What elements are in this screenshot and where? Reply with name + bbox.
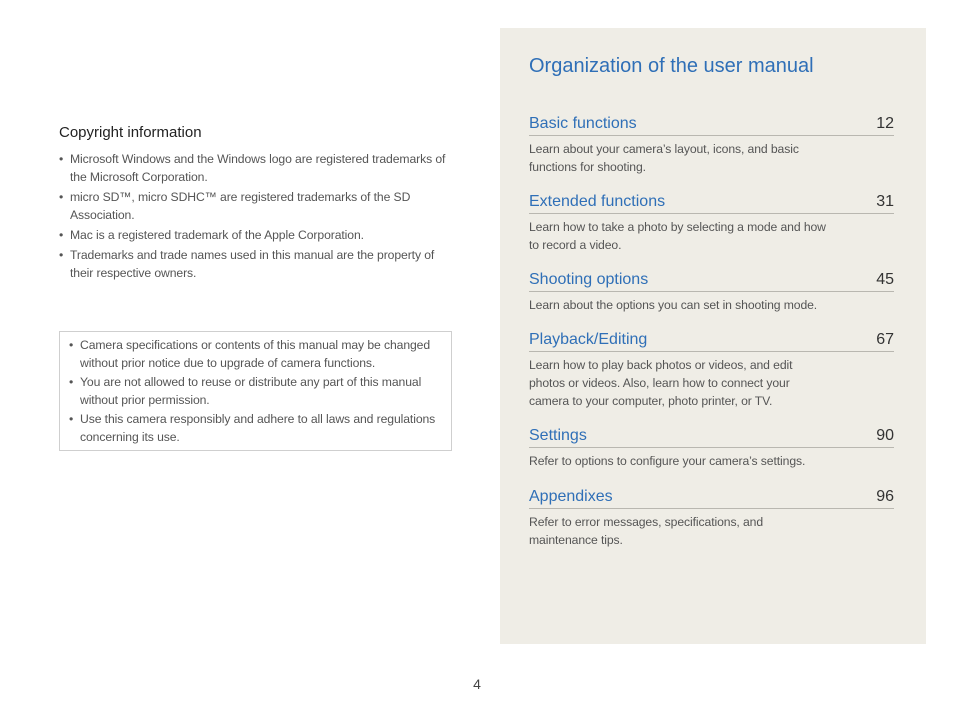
list-item: • Camera specifications or contents of this manual may be changed without prior notice due to upgrade of camera functions. — [69, 336, 443, 372]
toc-entry-appendixes[interactable] — [529, 488, 894, 549]
list-item: • Trademarks and trade names used in this manual are the property of their respective owners. — [59, 246, 454, 282]
toc-entry-label[interactable]: Playback/Editing — [529, 331, 648, 348]
toc-panel — [500, 28, 926, 644]
toc-entry-label[interactable]: Settings — [529, 427, 587, 444]
toc-entry-header — [529, 331, 894, 352]
toc-entry-header — [529, 427, 894, 448]
list-item: • Mac is a registered trademark of the Apple Corporation. — [59, 226, 454, 244]
toc-entry-description: Learn about the options you can set in shooting mode. — [529, 298, 818, 312]
toc-entry-playback-editing[interactable] — [529, 331, 894, 410]
toc-entry-page: 12 — [876, 115, 894, 132]
toc-entry-shooting-options[interactable] — [529, 271, 894, 314]
toc-entry-page: 67 — [876, 331, 894, 348]
toc-entry-page: 90 — [876, 427, 894, 444]
toc-entry-header — [529, 193, 894, 214]
toc-entry-basic-functions[interactable] — [529, 115, 894, 176]
toc-entry-extended-functions[interactable] — [529, 193, 894, 254]
toc-entry-label[interactable]: Appendixes — [529, 488, 613, 505]
toc-entry-header — [529, 115, 894, 136]
toc-entry-description: Learn how to play back photos or videos, and edit photos or videos. Also, learn how to connect your camera to your computer, photo printer, or TV. — [529, 358, 793, 408]
list-item: • You are not allowed to reuse or distribute any part of this manual without prior permission. — [69, 373, 443, 409]
notice-list — [69, 336, 443, 446]
copyright-list — [59, 150, 454, 282]
toc-title: Organization of the user manual — [529, 55, 814, 77]
notice-box — [59, 331, 452, 451]
toc-entry-page: 31 — [876, 193, 894, 210]
copyright-heading: Copyright information — [59, 124, 202, 141]
toc-entry-label[interactable]: Basic functions — [529, 115, 637, 132]
toc-entry-label[interactable]: Shooting options — [529, 271, 649, 288]
list-item: • Use this camera responsibly and adhere to all laws and regulations concerning its use. — [69, 410, 443, 446]
toc-entry-label[interactable]: Extended functions — [529, 193, 666, 210]
toc-entry-description: Learn about your camera’s layout, icons, and basic functions for shooting. — [529, 142, 799, 174]
list-item: • Microsoft Windows and the Windows logo are registered trademarks of the Microsoft Corporation. — [59, 150, 454, 186]
page-number: 4 — [473, 676, 481, 692]
toc-entry-description: Learn how to take a photo by selecting a mode and how to record a video. — [529, 220, 826, 252]
list-item: • micro SD™, micro SDHC™ are registered trademarks of the SD Association. — [59, 188, 454, 224]
toc-entry-header — [529, 488, 894, 509]
toc-entry-page: 45 — [876, 271, 894, 288]
toc-entry-settings[interactable] — [529, 427, 894, 470]
copyright-section — [59, 124, 454, 284]
toc-entry-description: Refer to error messages, specifications, and maintenance tips. — [529, 515, 764, 547]
toc-entry-page: 96 — [876, 488, 894, 505]
toc-entry-description: Refer to options to configure your camera’s settings. — [529, 454, 806, 468]
toc-entry-header — [529, 271, 894, 292]
